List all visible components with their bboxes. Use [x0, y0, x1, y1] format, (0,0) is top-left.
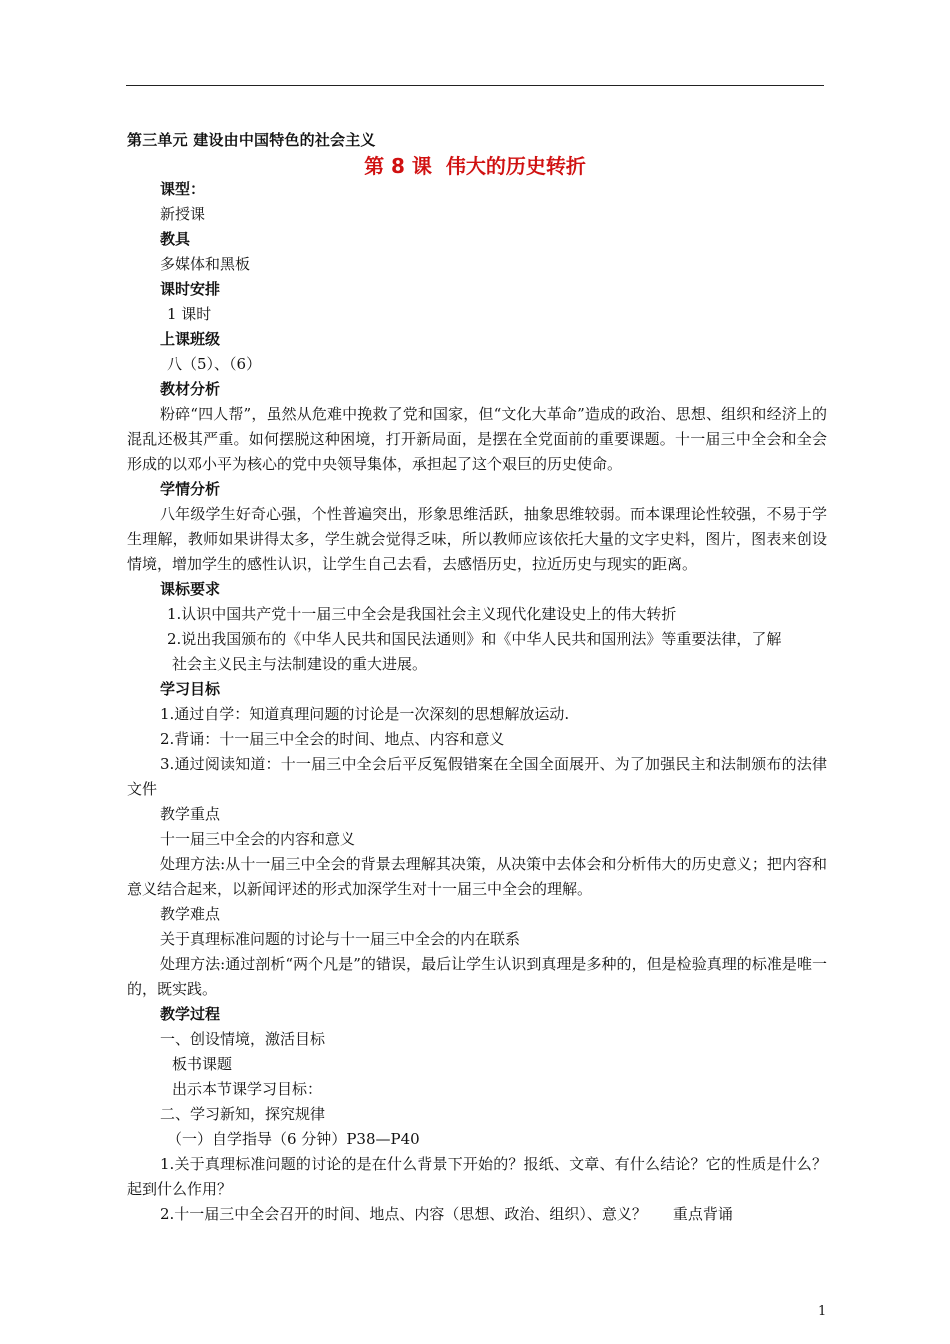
step-1a: 板书课题 — [172, 1055, 233, 1073]
heading-standard: 课标要求 — [160, 580, 221, 598]
difficult-method: 处理方法:通过剖析“两个凡是”的错误，最后让学生认识到真理是多种的，但是检验真理的标准是唯一的，既实践。 — [127, 955, 827, 998]
difficult-value: 关于真理标准问题的讨论与十一届三中全会的内在联系 — [160, 930, 521, 948]
heading-goal: 学习目标 — [160, 680, 221, 698]
page-number: 1 — [818, 1304, 827, 1319]
heading-difficult: 教学难点 — [160, 905, 221, 923]
heading-material: 教材分析 — [160, 380, 221, 398]
type-value: 新授课 — [160, 205, 206, 223]
header-rule — [126, 85, 824, 86]
question-2-text: 2.十一届三中全会召开的时间、地点、内容（思想、政治、组织）、意义？ — [160, 1205, 647, 1223]
step-1b: 出示本节课学习目标： — [172, 1080, 323, 1098]
standard-item-2a: 2.说出我国颁布的《中华人民共和国民法通则》和《中华人民共和国刑法》等重要法律，了解 — [167, 630, 782, 648]
goal-item-1: 1.通过自学：知道真理问题的讨论是一次深刻的思想解放运动. — [160, 705, 570, 723]
question-2 — [127, 1202, 827, 1227]
class-value: 八（5）、（6） — [167, 355, 262, 373]
heading-tools: 教具 — [160, 230, 191, 248]
step-2: 二、学习新知，探究规律 — [160, 1105, 326, 1123]
lesson-title — [0, 150, 950, 179]
key-method: 处理方法:从十一届三中全会的背景去理解其决策，从决策中去体会和分析伟大的历史意义；把内容和意义结合起来，以新闻评述的形式加深学生对十一届三中全会的理解。 — [127, 855, 827, 898]
lesson-name: 伟大的历史转折 — [445, 154, 586, 178]
question-2-note: 重点背诵 — [672, 1205, 733, 1223]
standard-item-2b: 社会主义民主与法制建设的重大进展。 — [172, 655, 428, 673]
step-2a: （一）自学指导（6 分钟）P38—P40 — [167, 1130, 420, 1148]
goal-item-2: 2.背诵：十一届三中全会的时间、地点、内容和意义 — [160, 730, 505, 748]
student-text: 八年级学生好奇心强，个性普遍突出，形象思维活跃，抽象思维较弱。而本课理论性较强，不易于学生理解，教师如果讲得太多，学生就会觉得乏味，所以教师应该依托大量的文字史料，图片，图表来创设情境，增加学生的感性认识，让学生自己去看，去感悟历史，拉近历史与现实的距离。 — [127, 505, 827, 573]
heading-time: 课时安排 — [160, 280, 221, 298]
heading-class: 上课班级 — [160, 330, 221, 348]
heading-key: 教学重点 — [160, 805, 221, 823]
document-body — [127, 177, 827, 1227]
heading-process: 教学过程 — [160, 1005, 221, 1023]
unit-title: 第三单元 建设由中国特色的社会主义 — [127, 131, 376, 149]
lesson-number: 第 8 课 — [364, 154, 432, 178]
key-value: 十一届三中全会的内容和意义 — [160, 830, 356, 848]
heading-student: 学情分析 — [160, 480, 221, 498]
heading-type: 课型： — [160, 180, 206, 198]
goal-item-3: 3.通过阅读知道：十一届三中全会后平反冤假错案在全国全面展开、为了加强民主和法制颁布的法律文件 — [127, 755, 827, 798]
question-1: 1.关于真理标准问题的讨论的是在什么背景下开始的？报纸、文章、有什么结论？它的性质是什么？起到什么作用？ — [127, 1155, 827, 1198]
tools-value: 多媒体和黑板 — [160, 255, 251, 273]
time-value: 1 课时 — [167, 305, 212, 323]
material-text: 粉碎“四人帮”，虽然从危难中挽救了党和国家，但“文化大革命”造成的政治、思想、组织和经济上的混乱还极其严重。如何摆脱这种困境，打开新局面，是摆在全党面前的重要课题。十一届三中全会和全会形成的以邓小平为核心的党中央领导集体，承担起了这个艰巨的历史使命。 — [127, 405, 827, 473]
standard-item-1: 1.认识中国共产党十一届三中全会是我国社会主义现代化建设史上的伟大转折 — [167, 605, 677, 623]
step-1: 一、创设情境，激活目标 — [160, 1030, 326, 1048]
